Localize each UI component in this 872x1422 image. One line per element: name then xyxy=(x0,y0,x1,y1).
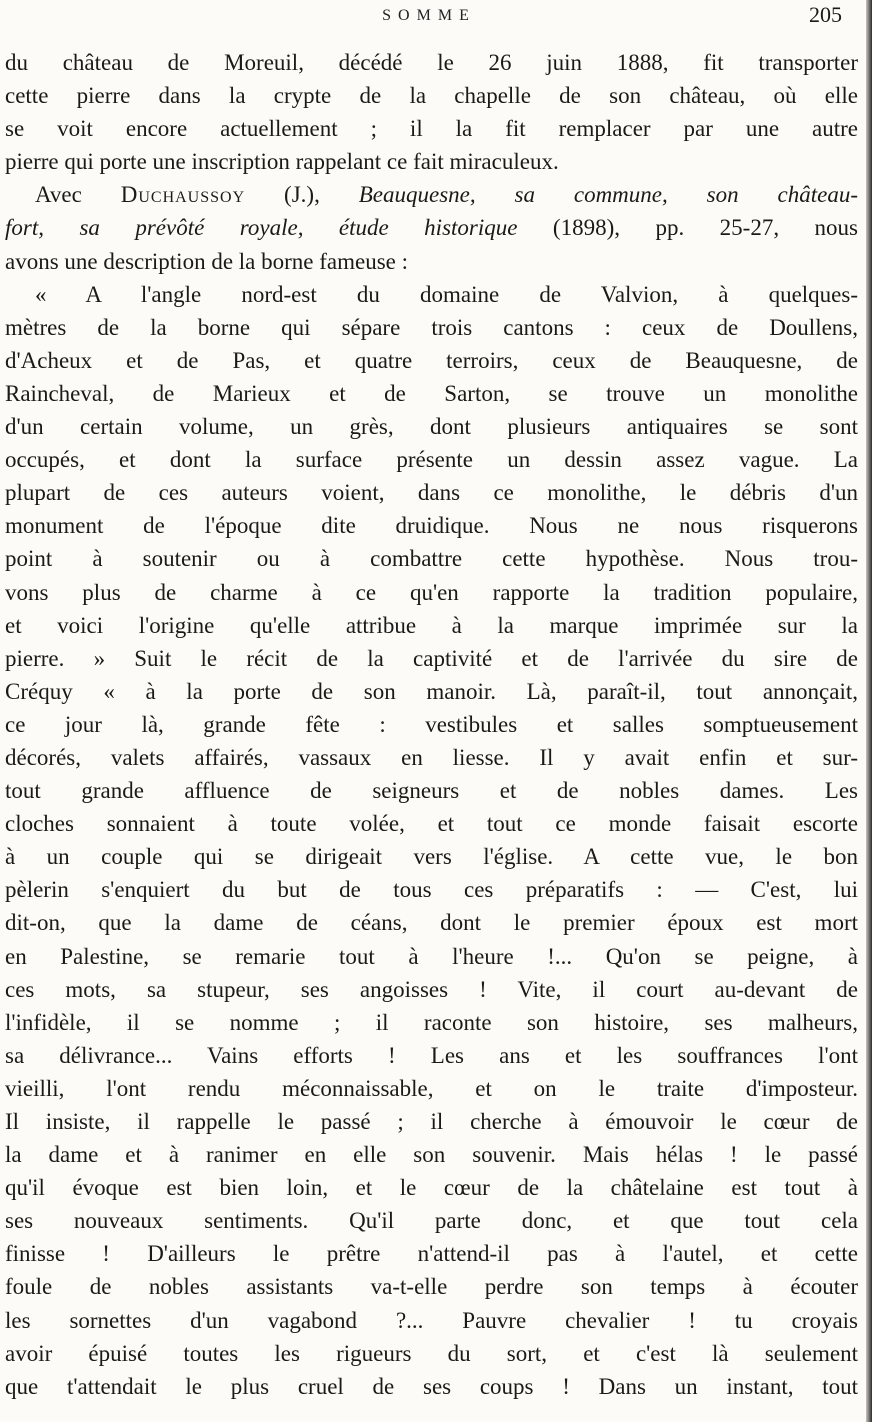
text-line: Créquy « à la porte de son manoir. Là, paraît-il, tout annonçait, xyxy=(5,678,858,704)
text-line: vieilli, l'ont rendu méconnaissable, et on le traite d'imposteur. xyxy=(5,1075,858,1101)
text-line: monument de l'époque dite druidique. Nous ne nous risquerons xyxy=(5,513,858,539)
page-number: 205 xyxy=(809,2,842,27)
text-line: et voici l'origine qu'elle attribue à la marque imprimée sur la xyxy=(5,612,858,638)
text-line: ce jour là, grande fête : vestibules et salles somptueusement xyxy=(5,711,858,737)
text-line: plupart de ces auteurs voient, dans ce monolithe, le débris d'un xyxy=(5,480,858,506)
text-line: en Palestine, se remarie tout à l'heure !... Qu'on se peigne, à xyxy=(5,943,858,969)
text-line: pèlerin s'enquiert du but de tous ces préparatifs : — C'est, lui xyxy=(5,877,858,903)
text-line: dit-on, que la dame de céans, dont le premier époux est mort xyxy=(5,910,858,936)
text-line: avons une description de la borne fameuse : xyxy=(5,248,409,274)
text-line: point à soutenir ou à combattre cette hypothèse. Nous trou- xyxy=(5,546,858,572)
text-line: décorés, valets affairés, vassaux en liesse. Il y avait enfin et sur- xyxy=(5,744,858,770)
text-line: ces mots, sa stupeur, ses angoisses ! Vite, il court au-devant de xyxy=(5,976,858,1002)
text-line xyxy=(5,211,858,244)
text-line xyxy=(5,178,858,211)
text-line: l'infidèle, il se nomme ; il raconte son histoire, ses malheurs, xyxy=(5,1009,858,1035)
text-line: du château de Moreuil, décédé le 26 juin 1888, fit transporter xyxy=(5,50,858,75)
text-line: pierre. » Suit le récit de la captivité et de l'arrivée du sire de xyxy=(5,645,858,671)
text-line: finisse ! D'ailleurs le prêtre n'attend-il pas à l'autel, et cette xyxy=(5,1241,858,1267)
scan-edge-line xyxy=(866,0,872,1422)
text-line: se voit encore actuellement ; il la fit remplacer par une autre xyxy=(5,116,858,142)
text-line: cloches sonnaient à toute volée, et tout ce monde faisait escorte xyxy=(5,811,858,837)
author-name: Duchaussoy xyxy=(120,182,246,208)
text-line: pierre qui porte une inscription rappelant ce fait miraculeux. xyxy=(5,149,559,175)
running-title: SOMME xyxy=(382,7,476,24)
text-line: que t'attendait le plus cruel de ses coups ! Dans un instant, tout xyxy=(5,1373,858,1399)
text-line: foule de nobles assistants va-t-elle perdre son temps à écouter xyxy=(5,1274,858,1300)
text-line: d'Acheux et de Pas, et quatre terroirs, ceux de Beauquesne, de xyxy=(5,347,858,373)
text-run: (1898), pp. 25-27, nous xyxy=(517,215,859,241)
text-run: (J.), xyxy=(245,182,359,208)
text-line: vons plus de charme à ce qu'en rapporte la tradition populaire, xyxy=(5,579,858,605)
text-line: d'un certain volume, un grès, dont plusieurs antiquaires se sont xyxy=(5,414,858,440)
text-line: « A l'angle nord-est du domaine de Valvion, à quelques- xyxy=(35,281,858,307)
page-text xyxy=(5,46,858,1403)
text-line: avoir épuisé toutes les rigueurs du sort, et c'est là seulement xyxy=(5,1340,858,1366)
text-line: à un couple qui se dirigeait vers l'église. A cette vue, le bon xyxy=(5,844,858,870)
text-line: les sornettes d'un vagabond ?... Pauvre chevalier ! tu croyais xyxy=(5,1307,858,1333)
text-run: Avec xyxy=(35,182,121,208)
page-header xyxy=(0,2,858,36)
text-line: occupés, et dont la surface présente un dessin assez vague. La xyxy=(5,447,858,473)
work-title: Beauquesne, sa commune, son château- xyxy=(358,182,858,208)
text-line: qu'il évoque est bien loin, et le cœur de la châtelaine est tout à xyxy=(5,1175,858,1201)
text-line: sa délivrance... Vains efforts ! Les ans et les souffrances l'ont xyxy=(5,1042,858,1068)
text-line: cette pierre dans la crypte de la chapelle de son château, où elle xyxy=(5,83,858,109)
text-line: Il insiste, il rappelle le passé ; il cherche à émouvoir le cœur de xyxy=(5,1109,858,1134)
text-line: Raincheval, de Marieux et de Sarton, se trouve un monolithe xyxy=(5,380,858,406)
work-title: fort, sa prévôté royale, étude historique xyxy=(5,215,518,241)
text-line: la dame et à ranimer en elle son souvenir. Mais hélas ! le passé xyxy=(5,1142,858,1168)
text-line: ses nouveaux sentiments. Qu'il parte donc, et que tout cela xyxy=(5,1208,858,1234)
text-line: tout grande affluence de seigneurs et de nobles dames. Les xyxy=(5,778,858,804)
text-line: mètres de la borne qui sépare trois cantons : ceux de Doullens, xyxy=(5,314,858,340)
